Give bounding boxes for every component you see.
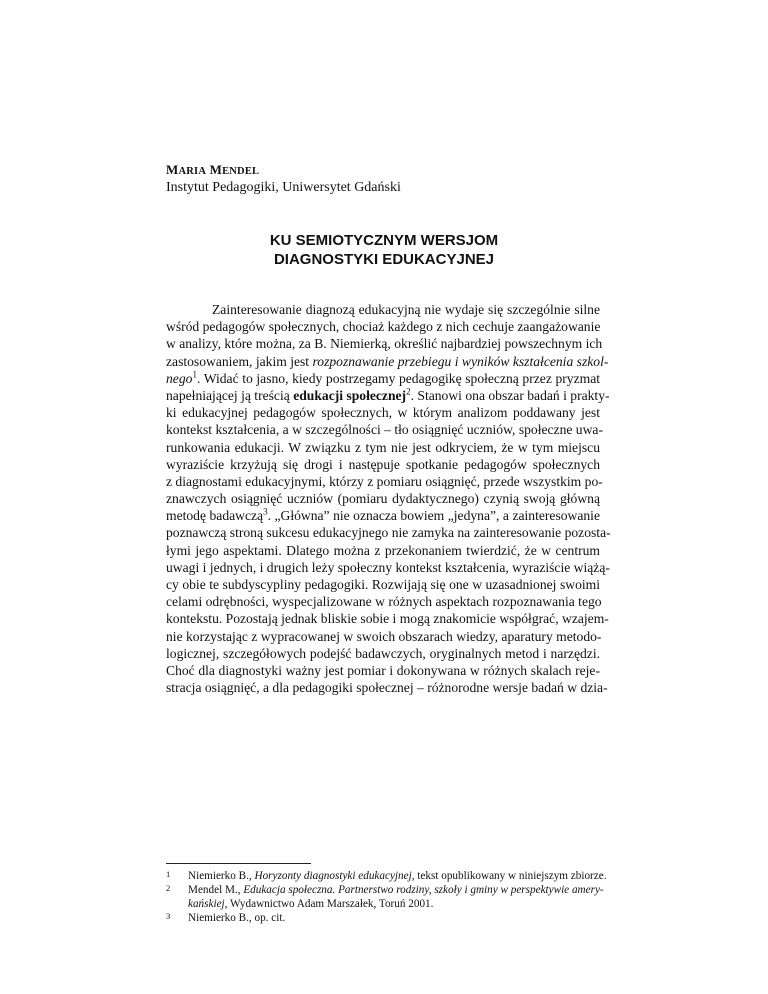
footnote-1 [166,869,607,883]
author-name [166,162,259,178]
body-italic-text: nego [166,370,193,386]
body-line: runkowania edukacji. W związku z tym nie jest odkryciem, że w tym miejscu [166,439,600,455]
footnote-number: 1 [166,869,171,879]
body-line: Zainteresowanie diagnozą edukacyjną nie wydaje się szczególnie silne [212,302,600,317]
body-paragraph [166,301,611,696]
body-line: łymi jego aspektami. Dlatego można z przekonaniem twierdzić, że w centrum [166,542,600,558]
footnote-text: Niemierko B., [188,870,255,882]
body-line: kontekstu. Pozostają jednak bliskie sobie i mogą znakomicie współgrać, wzajem- [166,611,609,627]
body-bold-text: edukacji społecznej [293,387,407,403]
author-first-rest: ARIA [178,166,207,177]
body-line: uwagi i jednych, i drugich leży społeczny kontekst kształcenia, wyraziście wiążą- [166,559,610,575]
footnote-number: 2 [166,883,171,893]
body-italic-text: rozpoznawanie przebiegu i wyników kształcenia szkol- [312,353,609,369]
body-line: z diagnostami edukacyjnymi, którzy z pomiaru osiągnięć, przede wszystkim po- [166,473,603,489]
body-line: celami odrębności, wyspecjalizowane w różnych aspektach rozpoznawania tego [166,594,602,610]
author-first-initial: M [166,162,179,177]
footnote-italic-text: Horyzonty diagnostyki edukacyjnej [254,870,412,882]
body-line: w analizy, które można, za B. Niemierką, określić najbardziej powszechnym ich [166,336,603,352]
footnote-text: , tekst opublikowany w niniejszym zbiorze. [411,870,607,882]
paper-title-line-2: DIAGNOSTYKI EDUKACYJNEJ [273,251,495,268]
body-line: logicznej, szczegółowych podejść badawczych, oryginalnych metod i narzędzi. [166,645,600,661]
paper-title-line-1: KU SEMIOTYCZNYM WERSJOM [269,232,499,249]
author-last-initial: M [209,162,223,177]
body-line: nie korzystając z wypracowanej w swoich obszarach wiedzy, aparatury metodo- [166,628,602,644]
body-text: . „Główna” nie oznacza bowiem „jedyna”, a zainteresowanie [267,508,600,524]
body-line: znawczych osiągnięć uczniów (pomiaru dydaktycznego) czynią swoją główną [166,491,600,507]
footnotes [166,869,607,925]
footnote-text: Mendel M., [188,884,244,896]
body-line [166,507,600,524]
body-line: cy obie te subdyscypliny pedagogiki. Rozwijają się one w uzasadnionej swoimi [166,577,600,592]
body-line: wśród pedagogów społecznych, chociaż każdego z nich cechuje zaangażowanie [166,319,601,335]
body-text: metodę badawczą [166,508,264,524]
author-affiliation: Instytut Pedagogiki, Uniwersytet Gdański [166,180,401,195]
footnote-3 [166,911,600,925]
footnote-line [188,869,607,883]
body-line: wyraziście krzyżują się drogi i następuje spotkanie pedagogów społecznych [166,456,600,472]
body-line: kontekst kształcenia, a w szczególności – tło osiągnięć uczniów, społeczne uwa- [166,422,603,438]
body-line [166,353,609,370]
body-line: stracja osiągnięć, a dla pedagogiki społecznej – różnorodne wersje badań w dzia- [166,680,608,696]
footnote-italic-text: Edukacja społeczna. Partnerstwo rodziny, szkoły i gminy w perspektywie amery- [243,884,604,896]
footnote-line [188,883,604,897]
body-text: napełniającej ją treścią [166,387,294,403]
footnote-number: 3 [166,911,171,921]
footnote-ref-1[interactable]: 1 [192,369,197,380]
body-text: . Widać to jasno, kiedy postrzegamy pedagogikę społeczną przez pryzmat [196,370,600,386]
footnote-line: Niemierko B., op. cit. [188,912,286,924]
body-line: poznawczą stroną sukcesu edukacyjnego nie zamyka na zainteresowanie pozosta- [166,525,611,541]
body-line: ki edukacyjnej pedagogów społecznych, w którym analizom poddawany jest [166,405,600,421]
footnote-divider [166,863,311,864]
body-text: . Stanowi ona obszar badań i prakty- [410,387,610,403]
footnote-line [188,897,600,911]
body-text: zastosowaniem, jakim jest [166,353,313,369]
body-line [166,370,600,387]
body-line: Choć dla diagnostyki ważny jest pomiar i dokonywana w różnych skalach reje- [166,662,600,678]
footnote-ref-2[interactable]: 2 [406,386,411,397]
body-line [166,386,610,404]
footnote-ref-3[interactable]: 3 [263,506,268,517]
footnote-text: , Wydawnictwo Adam Marszałek, Toruń 2001. [224,898,434,910]
footnote-2 [166,883,604,911]
footnote-italic-text: kańskiej [188,898,225,910]
author-last-rest: ENDEL [222,166,260,177]
